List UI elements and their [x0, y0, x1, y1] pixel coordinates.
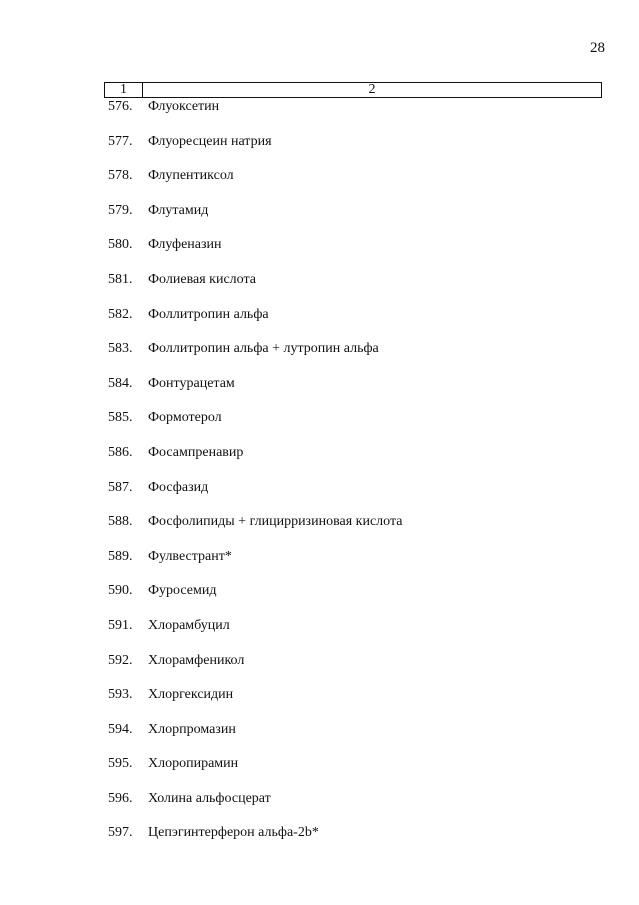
item-name: Флутамид	[148, 202, 209, 218]
item-number: 588.	[108, 514, 133, 530]
item-name: Цепэгинтерферон альфа-2b*	[148, 825, 319, 841]
item-number: 582.	[108, 306, 133, 322]
list-item	[108, 824, 402, 859]
item-name: Хлоропирамин	[148, 756, 239, 772]
item-number: 585.	[108, 410, 133, 426]
list-item	[108, 652, 402, 687]
item-number: 596.	[108, 790, 133, 806]
item-number: 590.	[108, 583, 133, 599]
item-number: 580.	[108, 237, 133, 253]
item-name: Хлорпромазин	[148, 721, 236, 737]
item-number: 576.	[108, 99, 133, 114]
item-number: 587.	[108, 479, 133, 495]
list-item	[108, 133, 402, 168]
item-name: Хлорамфеникол	[148, 652, 245, 668]
item-name: Хлоргексидин	[148, 687, 234, 703]
list-item	[108, 444, 402, 479]
list-item	[108, 340, 402, 375]
list-item	[108, 513, 402, 548]
item-name: Фонтурацетам	[148, 375, 235, 391]
item-name: Флуоксетин	[148, 99, 220, 114]
item-name: Флупентиксол	[148, 168, 234, 184]
list-item	[108, 202, 402, 237]
drug-list	[108, 98, 402, 859]
item-name: Фолиевая кислота	[148, 271, 256, 287]
item-name: Холина альфосцерат	[148, 790, 271, 806]
list-item	[108, 236, 402, 271]
item-number: 579.	[108, 202, 133, 218]
page-number: 28	[590, 40, 605, 56]
header-column-1: 1	[105, 83, 143, 97]
list-item	[108, 479, 402, 514]
item-name: Флуфеназин	[148, 237, 222, 253]
list-item	[108, 686, 402, 721]
item-name: Фоллитропин альфа	[148, 306, 269, 322]
list-item	[108, 271, 402, 306]
item-number: 597.	[108, 825, 133, 841]
list-item	[108, 582, 402, 617]
item-number: 578.	[108, 168, 133, 184]
list-item	[108, 306, 402, 341]
item-number: 592.	[108, 652, 133, 668]
item-number: 586.	[108, 444, 133, 460]
list-item	[108, 790, 402, 825]
item-number: 591.	[108, 617, 133, 633]
item-name: Фулвестрант*	[148, 548, 232, 564]
item-number: 593.	[108, 687, 133, 703]
list-item	[108, 721, 402, 756]
table-header	[104, 82, 602, 98]
list-item	[108, 375, 402, 410]
item-number: 595.	[108, 756, 133, 772]
item-name: Фуросемид	[148, 583, 217, 599]
item-name: Фосампренавир	[148, 444, 244, 460]
list-item	[108, 409, 402, 444]
item-number: 577.	[108, 133, 133, 149]
item-number: 581.	[108, 271, 133, 287]
list-item	[108, 548, 402, 583]
item-name: Хлорамбуцил	[148, 617, 230, 633]
item-name: Флуоресцеин натрия	[148, 133, 272, 149]
item-name: Фосфолипиды + глицирризиновая кислота	[148, 514, 403, 530]
list-item	[108, 755, 402, 790]
list-item	[108, 617, 402, 652]
item-number: 583.	[108, 341, 133, 357]
list-item	[108, 98, 402, 133]
header-column-2: 2	[368, 82, 376, 97]
item-number: 589.	[108, 548, 133, 564]
item-name: Формотерол	[148, 410, 222, 426]
item-number: 594.	[108, 721, 133, 737]
list-item	[108, 167, 402, 202]
item-number: 584.	[108, 375, 133, 391]
item-name: Фоллитропин альфа + лутропин альфа	[148, 341, 379, 357]
item-name: Фосфазид	[148, 479, 209, 495]
